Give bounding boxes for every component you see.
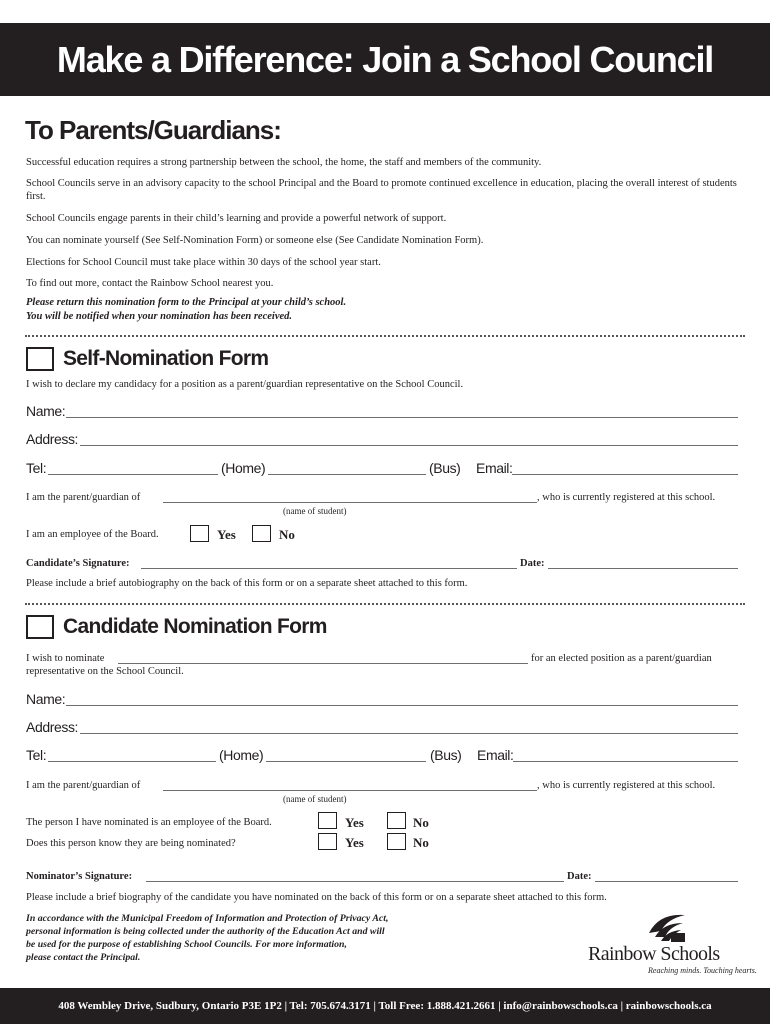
self-bio-note: Please include a brief autobiography on the back of this form or on a separate sheet attached to this form. (26, 578, 468, 589)
know-no-label: No (413, 835, 429, 850)
self-name-label: Name: (26, 403, 66, 419)
self-home-phone-field[interactable] (48, 474, 218, 475)
know-no-checkbox[interactable] (387, 833, 406, 850)
privacy-notice: be used for the purpose of establishing School Councils. For more information, (26, 939, 347, 950)
candidate-address-field[interactable] (80, 733, 738, 734)
candidate-nomination-checkbox[interactable] (26, 615, 54, 639)
intro-paragraph: Elections for School Council must take place within 30 days of the school year start. (26, 257, 381, 268)
self-declaration: I wish to declare my candidacy for a position as a parent/guardian representative on the School Council. (26, 379, 464, 390)
self-email-label: Email: (476, 460, 513, 476)
footer-bar (0, 988, 770, 1024)
intro-paragraph: School Councils engage parents in their child’s learning and provide a powerful network of support. (26, 213, 447, 224)
candidate-parent-of-label: I am the parent/guardian of (26, 780, 141, 791)
self-date-label: Date: (520, 558, 545, 569)
nominee-name-field[interactable] (118, 663, 528, 664)
employee-no-label: No (413, 815, 429, 830)
candidate-home-phone-field[interactable] (48, 761, 216, 762)
nominate-label: I wish to nominate (26, 653, 105, 664)
self-employee-yes-checkbox[interactable] (190, 525, 209, 542)
candidate-signature-field[interactable] (141, 568, 517, 569)
nominator-signature-field[interactable] (146, 881, 564, 882)
section-divider (25, 335, 745, 337)
section-divider (25, 603, 745, 605)
elected-position-label: for an elected position as a parent/guardian (531, 653, 712, 664)
employee-yes-checkbox[interactable] (318, 812, 337, 829)
self-email-field[interactable] (512, 474, 738, 475)
candidate-bus-label: (Bus) (430, 747, 462, 763)
know-yes-checkbox[interactable] (318, 833, 337, 850)
logo-name: Rainbow Schools (588, 943, 720, 965)
notification-notice: You will be notified when your nomination has been received. (26, 311, 293, 322)
logo-tagline: Reaching minds. Touching hearts. (648, 966, 757, 975)
nominator-signature-label: Nominator’s Signature: (26, 871, 133, 882)
self-name-field[interactable] (66, 417, 738, 418)
self-employee-no-label: No (279, 527, 295, 542)
intro-paragraph: To find out more, contact the Rainbow School nearest you. (26, 278, 274, 289)
candidate-student-name-field[interactable] (163, 790, 537, 791)
self-nomination-title: Self-Nomination Form (63, 347, 269, 370)
self-home-label: (Home) (221, 460, 266, 476)
candidate-business-phone-field[interactable] (266, 761, 426, 762)
rainbow-schools-logo-icon (645, 911, 689, 943)
header-banner (0, 23, 770, 96)
candidate-bio-note: Please include a brief biography of the candidate you have nominated on the back of this form or on a separate sheet attached to this form. (26, 892, 607, 903)
candidate-email-label: Email: (477, 747, 514, 763)
intro-paragraph: School Councils serve in an advisory capacity to the school Principal and the Board to promote continued excellence in education, placing the overall interest of students first. (26, 178, 737, 202)
employee-yes-label: Yes (345, 815, 364, 830)
self-address-label: Address: (26, 431, 79, 447)
self-business-phone-field[interactable] (268, 474, 426, 475)
candidate-date-field[interactable] (595, 881, 738, 882)
know-yes-label: Yes (345, 835, 364, 850)
self-employee-yes-label: Yes (217, 527, 236, 542)
candidate-nomination-title: Candidate Nomination Form (63, 615, 327, 638)
employee-no-checkbox[interactable] (387, 812, 406, 829)
candidate-email-field[interactable] (513, 761, 738, 762)
know-question: Does this person know they are being nominated? (26, 838, 236, 849)
intro-heading: To Parents/Guardians: (25, 115, 281, 145)
footer-contact: 408 Wembley Drive, Sudbury, Ontario P3E 1P2 | Tel: 705.674.3171 | Toll Free: 1.888.421.2661 | info@rainbowschools.ca | rainbowschools.ca (58, 1000, 712, 1012)
privacy-notice: In accordance with the Municipal Freedom of Information and Protection of Privacy Act, (26, 913, 389, 924)
self-student-note: (name of student) (283, 506, 347, 516)
candidate-registered-label: , who is currently registered at this school. (537, 780, 716, 791)
employee-question: The person I have nominated is an employee of the Board. (26, 817, 272, 828)
self-employee-label: I am an employee of the Board. (26, 529, 159, 540)
privacy-notice: please contact the Principal. (26, 952, 141, 963)
candidate-name-label: Name: (26, 691, 66, 707)
candidate-name-field[interactable] (66, 705, 738, 706)
candidate-student-note: (name of student) (283, 794, 347, 804)
page-title: Make a Difference: Join a School Council (56, 38, 714, 80)
privacy-notice: personal information is being collected under the authority of the Education Act and will (26, 926, 385, 937)
intro-paragraph: You can nominate yourself (See Self-Nomination Form) or someone else (See Candidate Nomination Form). (26, 235, 484, 246)
representative-label: representative on the School Council. (26, 666, 184, 677)
intro-paragraph: Successful education requires a strong partnership between the school, the home, the staff and members of the community. (26, 157, 542, 168)
candidate-date-label: Date: (567, 871, 592, 882)
self-registered-label: , who is currently registered at this school. (537, 492, 716, 503)
self-nomination-checkbox[interactable] (26, 347, 54, 371)
self-student-name-field[interactable] (163, 502, 537, 503)
self-address-field[interactable] (80, 445, 738, 446)
self-bus-label: (Bus) (429, 460, 461, 476)
candidate-signature-label: Candidate’s Signature: (26, 558, 130, 569)
self-date-field[interactable] (548, 568, 738, 569)
self-tel-label: Tel: (26, 460, 47, 476)
return-notice: Please return this nomination form to the Principal at your child’s school. (26, 297, 347, 308)
candidate-tel-label: Tel: (26, 747, 47, 763)
self-parent-of-label: I am the parent/guardian of (26, 492, 141, 503)
self-employee-no-checkbox[interactable] (252, 525, 271, 542)
candidate-address-label: Address: (26, 719, 79, 735)
candidate-home-label: (Home) (219, 747, 264, 763)
